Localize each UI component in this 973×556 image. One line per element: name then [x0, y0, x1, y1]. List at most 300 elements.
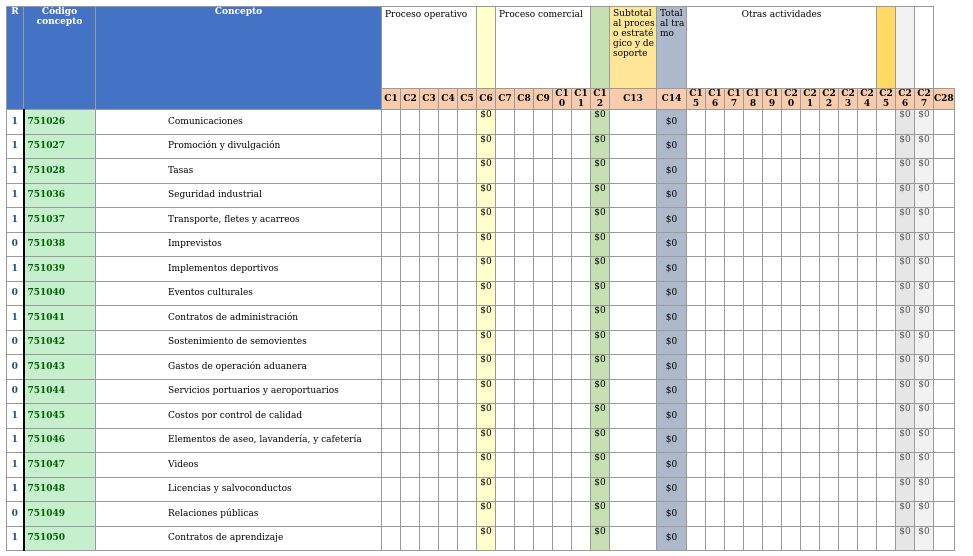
row-r-value: 0	[7, 379, 24, 404]
row-c28-cell	[934, 502, 955, 527]
row-c18-cell	[744, 404, 763, 429]
row-c15-cell	[687, 183, 706, 208]
row-c8-cell	[515, 110, 534, 135]
row-c15-cell	[687, 281, 706, 306]
row-code: 751028	[24, 159, 96, 184]
row-c9-cell	[534, 379, 553, 404]
row-c13-cell	[610, 281, 657, 306]
row-c18-cell	[744, 526, 763, 551]
row-code: 751036	[24, 183, 96, 208]
row-c13-cell	[610, 134, 657, 159]
row-c15-cell	[687, 404, 706, 429]
row-c4-cell	[439, 379, 458, 404]
row-c27-value: $0	[915, 232, 934, 257]
row-c13-cell	[610, 183, 657, 208]
row-c1-cell	[382, 428, 401, 453]
row-code: 751044	[24, 379, 96, 404]
row-c13-cell	[610, 208, 657, 233]
row-c21-cell	[801, 330, 820, 355]
row-c23-cell	[839, 355, 858, 380]
row-c6-value: $0	[477, 159, 496, 184]
row-c6-value: $0	[477, 526, 496, 551]
row-c1-cell	[382, 379, 401, 404]
row-c10-cell	[553, 257, 572, 282]
row-c27-value: $0	[915, 159, 934, 184]
row-c12-value: $0	[591, 453, 610, 478]
header-subtotal: Subtotal al proceso estratégico y de soporte	[610, 7, 657, 89]
row-c20-cell	[782, 232, 801, 257]
row-c24-cell	[858, 257, 877, 282]
row-c23-cell	[839, 502, 858, 527]
row-c4-cell	[439, 502, 458, 527]
subheader-c19: C19	[763, 89, 782, 110]
row-c15-cell	[687, 379, 706, 404]
row-c18-cell	[744, 159, 763, 184]
row-c4-cell	[439, 330, 458, 355]
subheader-c18: C18	[744, 89, 763, 110]
row-c14-value: $0	[657, 355, 687, 380]
row-r-value: 1	[7, 257, 24, 282]
row-c28-cell	[934, 110, 955, 135]
subheader-c17: C17	[725, 89, 744, 110]
row-c14-value: $0	[657, 379, 687, 404]
row-concept: Eventos culturales	[96, 281, 382, 306]
row-c23-cell	[839, 453, 858, 478]
row-c1-cell	[382, 526, 401, 551]
row-c9-cell	[534, 404, 553, 429]
row-c26-value: $0	[896, 355, 915, 380]
row-c7-cell	[496, 330, 515, 355]
table-row	[7, 232, 955, 257]
table-row	[7, 355, 955, 380]
row-c8-cell	[515, 477, 534, 502]
row-c11-cell	[572, 404, 591, 429]
row-c17-cell	[725, 428, 744, 453]
row-c28-cell	[934, 232, 955, 257]
header-concepto: Concepto	[96, 7, 382, 110]
row-c4-cell	[439, 257, 458, 282]
row-c7-cell	[496, 306, 515, 331]
row-c1-cell	[382, 355, 401, 380]
row-c26-value: $0	[896, 134, 915, 159]
row-c28-cell	[934, 281, 955, 306]
row-c20-cell	[782, 502, 801, 527]
row-concept: Licencias y salvoconductos	[96, 477, 382, 502]
row-c2-cell	[401, 502, 420, 527]
row-c12-value: $0	[591, 232, 610, 257]
row-c27-value: $0	[915, 379, 934, 404]
row-c5-cell	[458, 526, 477, 551]
row-c20-cell	[782, 306, 801, 331]
row-c14-value: $0	[657, 477, 687, 502]
row-c24-cell	[858, 208, 877, 233]
row-c4-cell	[439, 183, 458, 208]
row-c10-cell	[553, 502, 572, 527]
row-c24-cell	[858, 502, 877, 527]
row-c22-cell	[820, 306, 839, 331]
row-c4-cell	[439, 306, 458, 331]
row-c12-value: $0	[591, 379, 610, 404]
row-c19-cell	[763, 208, 782, 233]
row-c26-value: $0	[896, 232, 915, 257]
row-code: 751042	[24, 330, 96, 355]
table-row	[7, 281, 955, 306]
row-c19-cell	[763, 330, 782, 355]
row-c28-cell	[934, 257, 955, 282]
row-c14-value: $0	[657, 208, 687, 233]
row-c17-cell	[725, 477, 744, 502]
row-c5-cell	[458, 428, 477, 453]
row-c5-cell	[458, 281, 477, 306]
row-c4-cell	[439, 281, 458, 306]
row-c11-cell	[572, 281, 591, 306]
row-r-value: 1	[7, 134, 24, 159]
row-c2-cell	[401, 477, 420, 502]
row-c12-value: $0	[591, 404, 610, 429]
row-c11-cell	[572, 502, 591, 527]
row-c11-cell	[572, 355, 591, 380]
row-c28-cell	[934, 134, 955, 159]
table-row	[7, 379, 955, 404]
row-c5-cell	[458, 477, 477, 502]
row-c24-cell	[858, 134, 877, 159]
row-c16-cell	[706, 526, 725, 551]
row-r-value: 0	[7, 355, 24, 380]
row-c22-cell	[820, 379, 839, 404]
row-c21-cell	[801, 453, 820, 478]
header-c12-blank	[591, 7, 610, 89]
row-c12-value: $0	[591, 110, 610, 135]
row-c8-cell	[515, 159, 534, 184]
row-c3-cell	[420, 257, 439, 282]
row-c24-cell	[858, 428, 877, 453]
row-c8-cell	[515, 379, 534, 404]
row-c9-cell	[534, 526, 553, 551]
row-c18-cell	[744, 428, 763, 453]
row-c5-cell	[458, 134, 477, 159]
row-c16-cell	[706, 453, 725, 478]
row-c14-value: $0	[657, 404, 687, 429]
row-c4-cell	[439, 232, 458, 257]
row-c19-cell	[763, 257, 782, 282]
row-c22-cell	[820, 183, 839, 208]
row-c27-value: $0	[915, 110, 934, 135]
row-c22-cell	[820, 110, 839, 135]
row-c15-cell	[687, 502, 706, 527]
row-c6-value: $0	[477, 330, 496, 355]
row-c3-cell	[420, 355, 439, 380]
row-c16-cell	[706, 330, 725, 355]
row-c21-cell	[801, 257, 820, 282]
row-c16-cell	[706, 379, 725, 404]
table-row	[7, 526, 955, 551]
row-c20-cell	[782, 110, 801, 135]
row-c11-cell	[572, 232, 591, 257]
row-c25-cell	[877, 453, 896, 478]
row-c1-cell	[382, 306, 401, 331]
row-c19-cell	[763, 281, 782, 306]
row-c23-cell	[839, 330, 858, 355]
row-c24-cell	[858, 355, 877, 380]
row-c3-cell	[420, 502, 439, 527]
row-c5-cell	[458, 379, 477, 404]
row-c8-cell	[515, 208, 534, 233]
row-c12-value: $0	[591, 477, 610, 502]
row-c15-cell	[687, 159, 706, 184]
subheader-c23: C23	[839, 89, 858, 110]
row-concept: Imprevistos	[96, 232, 382, 257]
row-c3-cell	[420, 232, 439, 257]
row-concept: Contratos de aprendizaje	[96, 526, 382, 551]
row-c17-cell	[725, 306, 744, 331]
row-c23-cell	[839, 379, 858, 404]
row-c19-cell	[763, 306, 782, 331]
row-c25-cell	[877, 306, 896, 331]
row-c27-value: $0	[915, 477, 934, 502]
row-c12-value: $0	[591, 281, 610, 306]
row-c28-cell	[934, 379, 955, 404]
row-c26-value: $0	[896, 330, 915, 355]
table-row	[7, 208, 955, 233]
row-c27-value: $0	[915, 355, 934, 380]
row-c9-cell	[534, 306, 553, 331]
row-c4-cell	[439, 404, 458, 429]
row-c13-cell	[610, 477, 657, 502]
row-c11-cell	[572, 134, 591, 159]
row-c12-value: $0	[591, 306, 610, 331]
row-c4-cell	[439, 208, 458, 233]
row-c26-value: $0	[896, 453, 915, 478]
row-c9-cell	[534, 257, 553, 282]
row-c5-cell	[458, 257, 477, 282]
row-c9-cell	[534, 502, 553, 527]
row-c18-cell	[744, 306, 763, 331]
row-c15-cell	[687, 110, 706, 135]
row-c23-cell	[839, 477, 858, 502]
row-c14-value: $0	[657, 232, 687, 257]
row-c25-cell	[877, 330, 896, 355]
row-c5-cell	[458, 232, 477, 257]
row-c9-cell	[534, 159, 553, 184]
row-c15-cell	[687, 134, 706, 159]
row-c22-cell	[820, 355, 839, 380]
row-c4-cell	[439, 477, 458, 502]
row-code: 751026	[24, 110, 96, 135]
row-c24-cell	[858, 404, 877, 429]
row-c2-cell	[401, 134, 420, 159]
row-c16-cell	[706, 355, 725, 380]
row-c8-cell	[515, 453, 534, 478]
table-row	[7, 453, 955, 478]
row-c23-cell	[839, 232, 858, 257]
row-c6-value: $0	[477, 306, 496, 331]
row-c19-cell	[763, 379, 782, 404]
subheader-c21: C21	[801, 89, 820, 110]
row-c16-cell	[706, 306, 725, 331]
row-c8-cell	[515, 183, 534, 208]
row-c9-cell	[534, 110, 553, 135]
row-c7-cell	[496, 502, 515, 527]
header-c28-blank	[915, 7, 934, 89]
row-c13-cell	[610, 355, 657, 380]
table-row	[7, 477, 955, 502]
row-c12-value: $0	[591, 428, 610, 453]
row-c2-cell	[401, 110, 420, 135]
row-c8-cell	[515, 404, 534, 429]
row-c25-cell	[877, 134, 896, 159]
row-c5-cell	[458, 208, 477, 233]
row-c1-cell	[382, 502, 401, 527]
row-c10-cell	[553, 453, 572, 478]
row-c17-cell	[725, 404, 744, 429]
row-c7-cell	[496, 232, 515, 257]
row-c22-cell	[820, 477, 839, 502]
row-c8-cell	[515, 306, 534, 331]
row-c7-cell	[496, 379, 515, 404]
row-c15-cell	[687, 208, 706, 233]
row-r-value: 1	[7, 428, 24, 453]
row-c28-cell	[934, 428, 955, 453]
row-c22-cell	[820, 453, 839, 478]
row-c13-cell	[610, 502, 657, 527]
row-c9-cell	[534, 453, 553, 478]
row-c22-cell	[820, 134, 839, 159]
row-c20-cell	[782, 428, 801, 453]
row-c17-cell	[725, 330, 744, 355]
row-code: 751045	[24, 404, 96, 429]
row-c7-cell	[496, 428, 515, 453]
row-c10-cell	[553, 159, 572, 184]
cost-allocation-table	[6, 6, 955, 551]
row-c2-cell	[401, 428, 420, 453]
subheader-c1: C1	[382, 89, 401, 110]
row-c25-cell	[877, 404, 896, 429]
row-c5-cell	[458, 110, 477, 135]
row-c7-cell	[496, 355, 515, 380]
subheader-c7: C7	[496, 89, 515, 110]
row-c10-cell	[553, 281, 572, 306]
table-row	[7, 306, 955, 331]
row-c7-cell	[496, 477, 515, 502]
row-c25-cell	[877, 502, 896, 527]
row-c24-cell	[858, 232, 877, 257]
subheader-c22: C22	[820, 89, 839, 110]
row-r-value: 1	[7, 159, 24, 184]
row-c6-value: $0	[477, 232, 496, 257]
row-c28-cell	[934, 330, 955, 355]
row-c16-cell	[706, 428, 725, 453]
row-concept: Transporte, fletes y acarreos	[96, 208, 382, 233]
header-c27-blank	[896, 7, 915, 89]
row-c9-cell	[534, 208, 553, 233]
row-c20-cell	[782, 526, 801, 551]
row-c10-cell	[553, 330, 572, 355]
subheader-c16: C16	[706, 89, 725, 110]
row-c5-cell	[458, 355, 477, 380]
row-c17-cell	[725, 502, 744, 527]
row-c1-cell	[382, 281, 401, 306]
row-c26-value: $0	[896, 110, 915, 135]
row-c26-value: $0	[896, 257, 915, 282]
row-code: 751027	[24, 134, 96, 159]
row-c6-value: $0	[477, 502, 496, 527]
row-c19-cell	[763, 159, 782, 184]
row-c2-cell	[401, 208, 420, 233]
row-c3-cell	[420, 281, 439, 306]
row-c9-cell	[534, 477, 553, 502]
row-c21-cell	[801, 404, 820, 429]
row-c14-value: $0	[657, 453, 687, 478]
row-c14-value: $0	[657, 183, 687, 208]
row-c19-cell	[763, 428, 782, 453]
row-c28-cell	[934, 159, 955, 184]
row-c22-cell	[820, 208, 839, 233]
row-concept: Promoción y divulgación	[96, 134, 382, 159]
row-c6-value: $0	[477, 477, 496, 502]
row-c26-value: $0	[896, 428, 915, 453]
row-c15-cell	[687, 330, 706, 355]
row-r-value: 1	[7, 453, 24, 478]
row-c8-cell	[515, 502, 534, 527]
row-c6-value: $0	[477, 355, 496, 380]
row-c9-cell	[534, 134, 553, 159]
row-c12-value: $0	[591, 355, 610, 380]
row-c23-cell	[839, 281, 858, 306]
row-c8-cell	[515, 257, 534, 282]
row-c22-cell	[820, 330, 839, 355]
row-c12-value: $0	[591, 526, 610, 551]
row-c14-value: $0	[657, 257, 687, 282]
table-row	[7, 183, 955, 208]
row-c19-cell	[763, 526, 782, 551]
row-c15-cell	[687, 306, 706, 331]
row-concept: Gastos de operación aduanera	[96, 355, 382, 380]
row-r-value: 0	[7, 281, 24, 306]
row-c17-cell	[725, 232, 744, 257]
row-c3-cell	[420, 526, 439, 551]
row-c18-cell	[744, 453, 763, 478]
row-c1-cell	[382, 257, 401, 282]
row-concept: Implementos deportivos	[96, 257, 382, 282]
row-c11-cell	[572, 526, 591, 551]
row-c26-value: $0	[896, 379, 915, 404]
row-c14-value: $0	[657, 110, 687, 135]
row-r-value: 1	[7, 404, 24, 429]
row-c19-cell	[763, 183, 782, 208]
row-c19-cell	[763, 134, 782, 159]
row-c25-cell	[877, 232, 896, 257]
row-c6-value: $0	[477, 379, 496, 404]
row-c1-cell	[382, 134, 401, 159]
row-c28-cell	[934, 526, 955, 551]
row-c28-cell	[934, 208, 955, 233]
row-c20-cell	[782, 208, 801, 233]
row-c19-cell	[763, 453, 782, 478]
row-c6-value: $0	[477, 134, 496, 159]
row-c20-cell	[782, 355, 801, 380]
row-c25-cell	[877, 355, 896, 380]
row-c18-cell	[744, 257, 763, 282]
row-c22-cell	[820, 404, 839, 429]
row-c18-cell	[744, 134, 763, 159]
row-c26-value: $0	[896, 281, 915, 306]
row-c10-cell	[553, 183, 572, 208]
row-c16-cell	[706, 110, 725, 135]
header-proceso-comercial: Proceso comercial	[496, 7, 591, 89]
row-c12-value: $0	[591, 134, 610, 159]
row-c25-cell	[877, 526, 896, 551]
row-c19-cell	[763, 477, 782, 502]
